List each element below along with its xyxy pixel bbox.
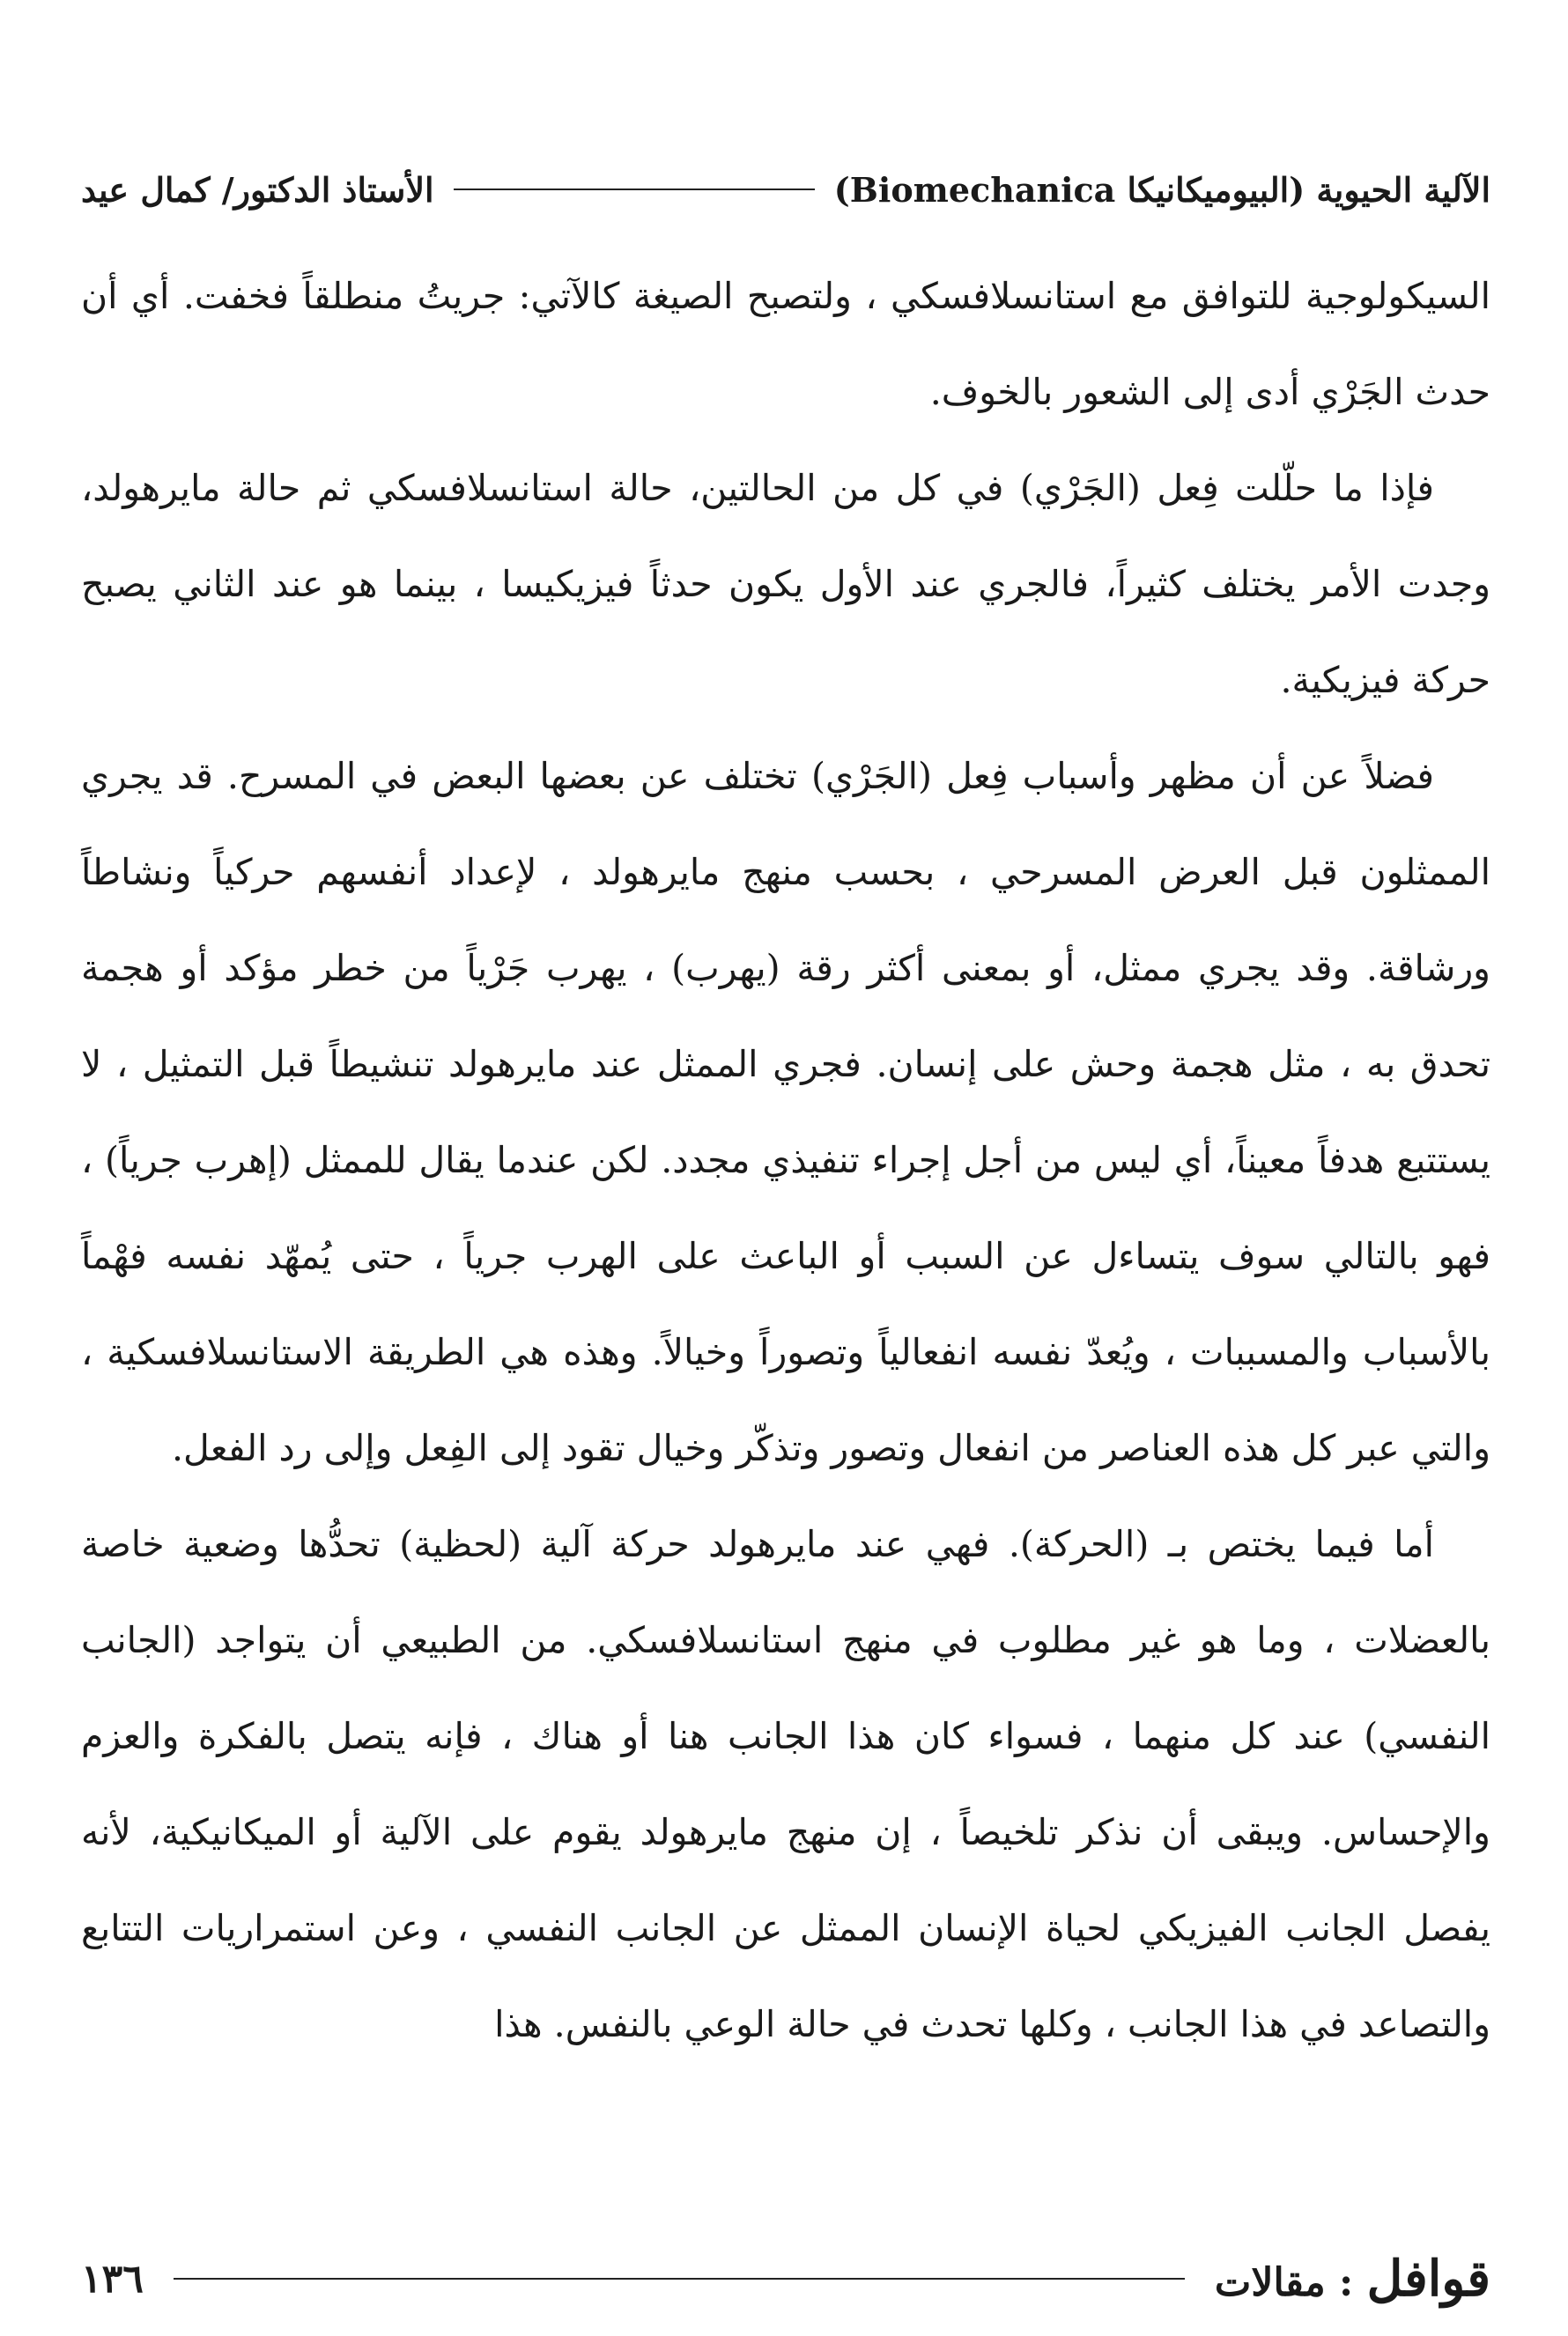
- header-rule: [454, 189, 815, 190]
- paragraph: فضلاً عن أن مظهر وأسباب فِعل (الجَرْي) تختلف عن بعضها البعض في المسرح. قد يجري الممثلون قبل العرض المسرحي ، بحسب منهج مايرهولد ، لإعداد أنفسهم حركياً ونشاطاً ورشاقة. وقد يجري ممثل، أو بمعنى أكثر رقة (يهرب) ، يهرب جَرْياً من خطر مؤكد أو هجمة تحدق به ، مثل هجمة وحش على إنسان. فجري الممثل عند مايرهولد تنشيطاً قبل التمثيل ، لا يستتبع هدفاً معيناً، أي ليس من أجل إجراء تنفيذي مجدد. لكن عندما يقال للممثل (إهرب جرياً) ، فهو بالتالي سوف يتساءل عن السبب أو الباعث على الهرب جرياً ، حتى يُمهّد نفسه فهْماً بالأسباب والمسببات ، ويُعدّ نفسه انفعالياً وتصوراً وخيالاً. وهذه هي الطريقة الاستانسلافسكية ، والتي عبر كل هذه العناصر من انفعال وتصور وتذكّر وخيال تقود إلى الفِعل وإلى رد الفعل.: [81, 755, 1490, 1469]
- paragraph: السيكولوجية للتوافق مع استانسلافسكي ، ولتصبح الصيغة كالآتي: جريتُ منطلقاً فخفت. أي أن حدث الجَرْي أدى إلى الشعور بالخوف.: [81, 275, 1490, 413]
- journal-name: قوافل: [1366, 2250, 1490, 2308]
- running-header: [81, 163, 1490, 216]
- body-text: [81, 248, 1490, 2073]
- page-number: ١٣٦: [81, 2256, 144, 2302]
- author-name: الأستاذ الدكتور/ كمال عيد: [81, 169, 434, 210]
- section-label: : مقالات: [1214, 2260, 1354, 2305]
- footer-rule: [174, 2278, 1185, 2280]
- paragraph: فإذا ما حلّلت فِعل (الجَرْي) في كل من الحالتين، حالة استانسلافسكي ثم حالة مايرهولد، وجدت الأمر يختلف كثيراً، فالجري عند الأول يكون حدثاً فيزيكيسا ، بينما هو عند الثاني يصبح حركة فيزيكية.: [81, 467, 1490, 701]
- journal-section: [1215, 2250, 1490, 2308]
- paragraph: أما فيما يختص بـ (الحركة). فهي عند مايرهولد حركة آلية (لحظية) تحدُّها وضعية خاصة بالعضلات ، وما هو غير مطلوب في منهج استانسلافسكي. من الطبيعي أن يتواجد (الجانب النفسي) عند كل منهما ، فسواء كان هذا الجانب هنا أو هناك ، فإنه يتصل بالفكرة والعزم والإحساس. ويبقى أن نذكر تلخيصاً ، إن منهج مايرهولد يقوم على الآلية أو الميكانيكية، لأنه يفصل الجانب الفيزيكي لحياة الإنسان الممثل عن الجانب النفسي ، وعن استمراريات التتابع والتصاعد في هذا الجانب ، وكلها تحدث في حالة الوعي بالنفس. هذا: [81, 1523, 1490, 2045]
- page-footer: [81, 2248, 1490, 2310]
- book-title: الآلية الحيوية (البيوميكانيكا Biomechanica): [833, 169, 1490, 210]
